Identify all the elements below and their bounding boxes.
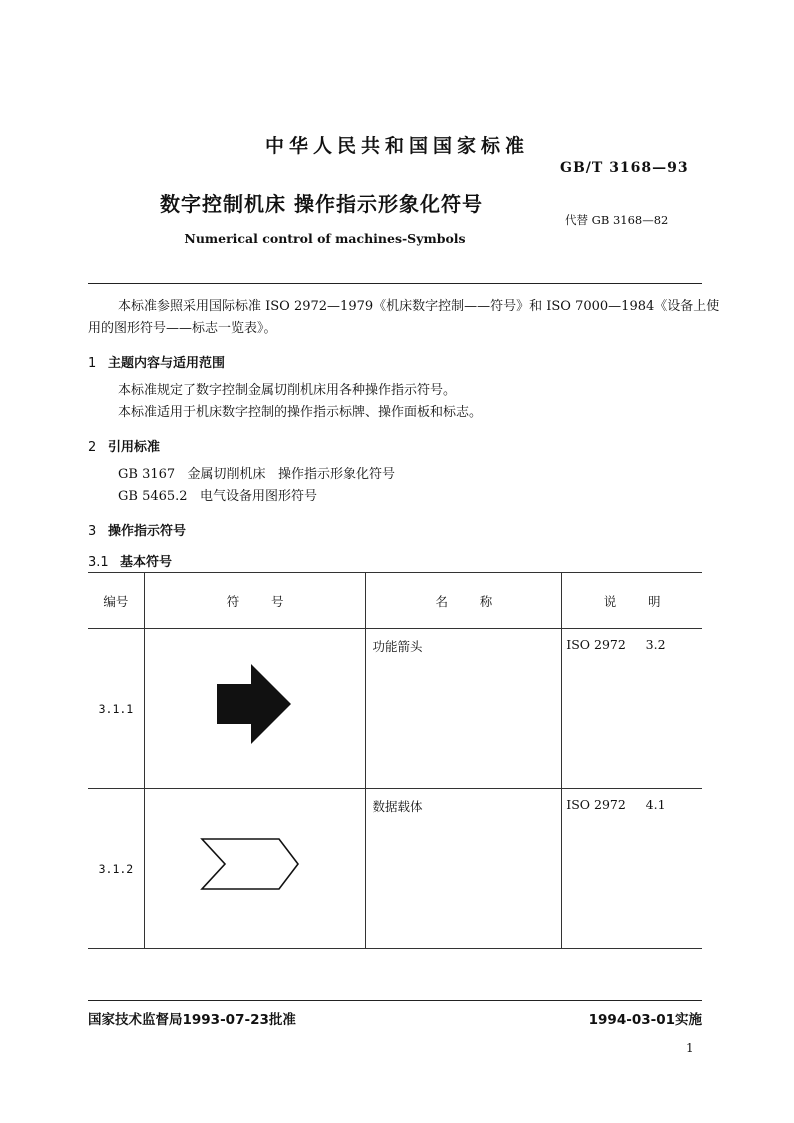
intro-line-2: 用的图形符号——标志一览表》。 xyxy=(88,321,277,336)
section-1-heading xyxy=(88,352,225,371)
issuing-org-header: 中华人民共和国国家标准 xyxy=(264,135,529,157)
row-number: 3.1.1 xyxy=(88,629,144,789)
intro-line-1: 本标准参照采用国际标准 ISO 2972—1979《机床数字控制——符号》和 ISO 7000—1984《设备上使 xyxy=(118,299,720,314)
table-header-row xyxy=(88,573,702,629)
section-2-heading xyxy=(88,436,160,455)
effective-date: 1994-03-01实施 xyxy=(588,1012,702,1028)
basic-symbols-table xyxy=(88,572,702,949)
section-2-number: 2 xyxy=(88,440,97,455)
row-symbol xyxy=(144,789,366,949)
row-symbol xyxy=(144,629,366,789)
section-3-1-heading xyxy=(88,551,172,570)
section-3-1-number: 3.1 xyxy=(88,555,109,570)
section-3-1-title: 基本符号 xyxy=(120,555,173,570)
table-row xyxy=(88,789,702,949)
solid-arrow-icon xyxy=(145,629,367,780)
outline-chevron-icon xyxy=(145,789,367,940)
footer-divider xyxy=(88,1000,702,1001)
document-title-en: Numerical control of machines-Symbols xyxy=(184,231,466,246)
row-name: 功能箭头 xyxy=(366,629,562,789)
col-header-note: 说 明 xyxy=(562,573,702,629)
section-1-title: 主题内容与适用范围 xyxy=(108,356,226,371)
row-number: 3.1.2 xyxy=(88,789,144,949)
col-header-symbol: 符 号 xyxy=(144,573,366,629)
row-note: ISO 2972 4.1 xyxy=(562,789,702,949)
section-3-number: 3 xyxy=(88,524,97,539)
reference-gb3167: GB 3167 金属切削机床 操作指示形象化符号 xyxy=(118,467,395,482)
section-1-para-2: 本标准适用于机床数字控制的操作指示标牌、操作面板和标志。 xyxy=(118,405,483,420)
section-3-title: 操作指示符号 xyxy=(108,524,187,539)
replaces-note: 代替 GB 3168—82 xyxy=(565,213,669,227)
row-name: 数据载体 xyxy=(366,789,562,949)
page-number: 1 xyxy=(686,1041,694,1055)
section-3-heading xyxy=(88,520,186,539)
standard-number: GB/T 3168—93 xyxy=(560,160,689,176)
document-title-cn: 数字控制机床 操作指示形象化符号 xyxy=(160,192,483,216)
section-1-para-1: 本标准规定了数字控制金属切削机床用各种操作指示符号。 xyxy=(118,383,457,398)
section-2-title: 引用标准 xyxy=(108,440,161,455)
row-note: ISO 2972 3.2 xyxy=(562,629,702,789)
table-row xyxy=(88,629,702,789)
header-divider xyxy=(88,283,702,284)
col-header-name: 名 称 xyxy=(366,573,562,629)
reference-gb5465: GB 5465.2 电气设备用图形符号 xyxy=(118,489,317,504)
section-1-number: 1 xyxy=(88,356,97,371)
col-header-number: 编号 xyxy=(88,573,144,629)
approval-note: 国家技术监督局1993-07-23批准 xyxy=(88,1012,296,1028)
